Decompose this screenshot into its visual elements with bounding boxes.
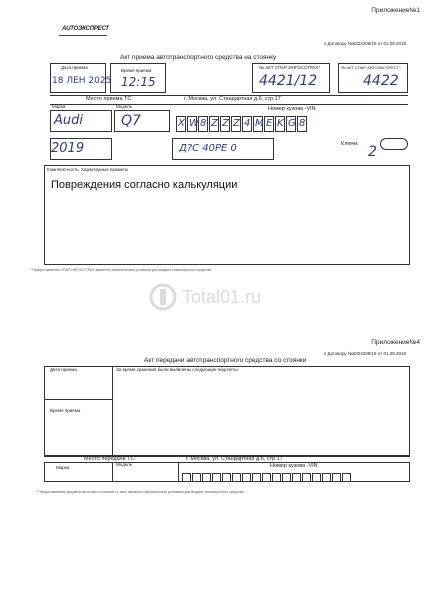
model-label: Модель xyxy=(116,104,133,109)
appendix4-notes-label: За время хранения были выявлены следующие недочеты: xyxy=(116,367,239,372)
date-label: Дата приема xyxy=(61,65,88,70)
damage-value: Повреждения согласно калькуляции xyxy=(51,179,238,191)
watermark-text: Total01.ru xyxy=(182,287,262,307)
place-value: г. Москва, ул. Стандартная д.6, стр.17 xyxy=(184,96,281,102)
watermark xyxy=(148,282,298,312)
vin-char: M xyxy=(255,118,264,129)
vin-char: E xyxy=(266,118,273,129)
make-value: Audi xyxy=(54,113,83,128)
act-number-label: № АКТ СПАР ИНГОССТРАХ* xyxy=(259,65,321,70)
vin-char: 8 xyxy=(299,118,306,129)
appendix1-title: Приложение№1 xyxy=(371,7,420,14)
appendix4-date-label: Дата приема xyxy=(50,367,77,372)
appendix4-title: Приложение№4 xyxy=(371,339,420,346)
vin-char: K xyxy=(277,118,284,129)
time-field xyxy=(110,63,166,93)
vin-char: 4 xyxy=(244,118,251,129)
appendix1-heading: Акт приема автотранспортного средства на стоянку xyxy=(120,54,277,61)
appendix4-contract: к Договору №6324208/18 от 01.08.2018 xyxy=(324,351,406,356)
act-number2-label: № АКТ СПАР АВТОЭКСПРЕСТ* xyxy=(341,65,401,70)
model-field xyxy=(114,110,170,132)
vin-char: Z xyxy=(211,118,218,129)
vin-char: 8 xyxy=(200,118,207,129)
vin-char: W xyxy=(189,118,199,129)
date-value: 18 ЛЕН 2025 xyxy=(52,76,112,86)
vin-char: X xyxy=(178,118,185,129)
place-label: Место приема ТС: xyxy=(86,96,133,102)
time-label: Время приема xyxy=(121,68,152,73)
completeness-label: Комплектность, Характерные приметы xyxy=(47,167,129,172)
vin-label: Номер кузова -VIN xyxy=(268,106,316,112)
model-value: Q7 xyxy=(121,113,141,129)
appendix1-contract: к Договору №6324208/18 от 01.08.2018 xyxy=(324,41,406,46)
act-number2-value: 4422 xyxy=(363,73,399,89)
make-label: Марка xyxy=(52,104,66,109)
keys-value: 2 xyxy=(368,144,377,160)
appendix4-make-label: Марка xyxy=(56,465,70,470)
vin-char: Z xyxy=(222,118,229,129)
appendix4-place-label: Место передачи ТС: xyxy=(84,456,137,462)
plate-field xyxy=(172,138,274,160)
completeness-box xyxy=(44,165,410,265)
logo-text: AUTOЭКСПРЕСТ xyxy=(62,26,109,32)
appendix4-main-box xyxy=(44,366,410,456)
vin-char: G xyxy=(288,118,296,129)
time-value: 12:15 xyxy=(121,75,156,89)
watermark-logo-icon xyxy=(148,282,178,312)
keys-label: Ключи: xyxy=(341,141,359,147)
appendix4-model-label: Модель xyxy=(116,462,133,467)
appendix4-heading: Акт передачи автотранспортного средства со стоянки xyxy=(144,357,307,364)
year-value: 2019 xyxy=(51,141,85,156)
plate-value: Д?С 40РЕ 0 xyxy=(179,143,237,154)
act-number2-field xyxy=(338,63,408,93)
date-field xyxy=(50,63,112,93)
appendix1-footnote: * Предоставление СПАР ИНГОССТРАХ является обязательным условием для выдачи транспортного средства xyxy=(30,268,212,272)
vin-char: Z xyxy=(233,118,240,129)
appendix4-place-value: г. Москва, ул. Стандартная д.6, стр.17 xyxy=(186,456,283,462)
appendix4-vin-label: Номер кузова -VIN xyxy=(270,463,318,469)
act-number-value: 4421/12 xyxy=(259,73,318,89)
company-logo xyxy=(60,24,110,36)
make-field xyxy=(50,110,112,132)
appendix4-footnote: * Предоставление документов на авто и ключей от авто является обязательным условием для выдачи транспортного средства xyxy=(36,490,244,494)
year-field xyxy=(50,138,112,160)
appendix4-time-label: Время приема xyxy=(50,408,81,413)
act-number-field xyxy=(252,63,330,93)
keys-box xyxy=(380,138,408,150)
